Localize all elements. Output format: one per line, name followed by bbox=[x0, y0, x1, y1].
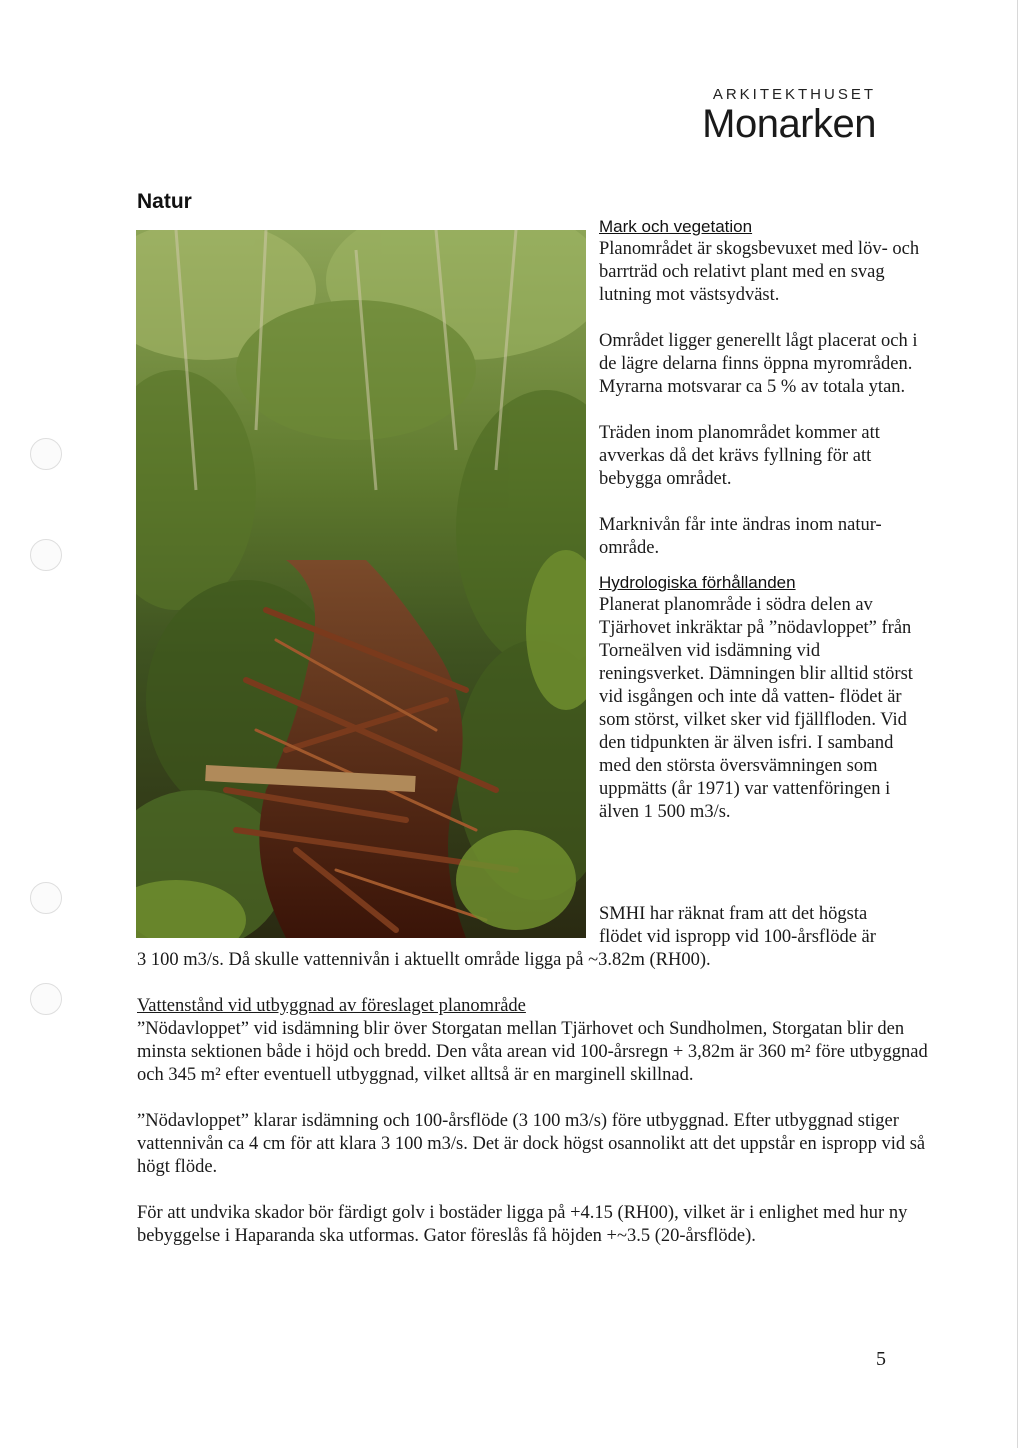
page-number: 5 bbox=[876, 1348, 886, 1370]
smhi-line: 3 100 m3/s. Då skulle vattennivån i aktuellt område ligga på ~3.82m (RH00). bbox=[137, 950, 711, 970]
smhi-line: flödet vid ispropp vid 100-årsflöde är bbox=[599, 927, 876, 947]
paragraph: För att undvika skador bör färdigt golv i bostäder ligga på +4.15 (RH00), vilket är i enlighet med hur ny bebyggelse i Haparanda ska utformas. Gator föreslås få höjden +~3.5 (20-årsflöde). bbox=[137, 1203, 908, 1246]
punch-hole bbox=[30, 539, 62, 571]
right-text-column bbox=[599, 216, 929, 847]
scan-edge-line bbox=[1017, 0, 1018, 1448]
brand-logo bbox=[702, 86, 876, 144]
punch-hole bbox=[30, 438, 62, 470]
paragraph: Träden inom planområdet kommer att avverkas då det krävs fyllning för att bebygga området. bbox=[599, 423, 880, 489]
heading-mark-och-vegetation: Mark och vegetation bbox=[599, 217, 753, 236]
forest-stream-illustration bbox=[136, 230, 586, 938]
paragraph: Planområdet är skogsbevuxet med löv- och barrträd och relativt plant med en svag lutning mot västsydväst. bbox=[599, 239, 920, 305]
smhi-paragraph bbox=[137, 903, 937, 972]
paragraph: Området ligger generellt lågt placerat och i de lägre delarna finns öppna myrområden. Myrarna motsvarar ca 5 % av totala ytan. bbox=[599, 331, 918, 397]
punch-hole bbox=[30, 983, 62, 1015]
lower-text-block bbox=[137, 995, 937, 1271]
paragraph: ”Nödavloppet” klarar isdämning och 100-årsflöde (3 100 m3/s) före utbyggnad. Efter utbyggnad stiger vattennivån ca 4 cm för att klara 3 100 m3/s. Det är dock högst osannolikt att det uppstår en ispropp vid så högt flöde. bbox=[137, 1111, 926, 1177]
smhi-line: SMHI har räknat fram att det högsta bbox=[599, 904, 868, 924]
paragraph: Marknivån får inte ändras inom natur- område. bbox=[599, 515, 882, 558]
paragraph: ”Nödavloppet” vid isdämning blir över Storgatan mellan Tjärhovet och Sundholmen, Storgatan blir den minsta sektionen både i höjd och bredd. Den våta arean vid 100-årsregn + 3,82m är 360 m² före utbyggnad och 345 m² efter eventuell utbyggnad, vilket alltså är en marginell skillnad. bbox=[137, 1019, 928, 1085]
forest-stream-photo bbox=[136, 230, 586, 938]
paragraph-hydro: Planerat planområde i södra delen av Tjärhovet inkräktar på ”nödavloppet” från Torneälven vid isdämning vid reningsverket. Dämningen blir alltid störst vid isgången och inte då vatten- flödet är som störst, vilket sker vid fjällfloden. Vid den tidpunkten är älven isfri. I samband med den största översvämningen som uppmätts (år 1971) var vattenföringen i älven 1 500 m3/s. bbox=[599, 595, 913, 822]
brand-name-text: Monarken bbox=[702, 102, 876, 146]
punch-hole bbox=[30, 882, 62, 914]
brand-top-text: ARKITEKTHUSET bbox=[712, 86, 876, 103]
heading-vattenstand: Vattenstånd vid utbyggnad av föreslaget planområde bbox=[137, 996, 526, 1016]
heading-hydrologiska: Hydrologiska förhållanden bbox=[599, 573, 796, 592]
section-title: Natur bbox=[137, 190, 192, 213]
